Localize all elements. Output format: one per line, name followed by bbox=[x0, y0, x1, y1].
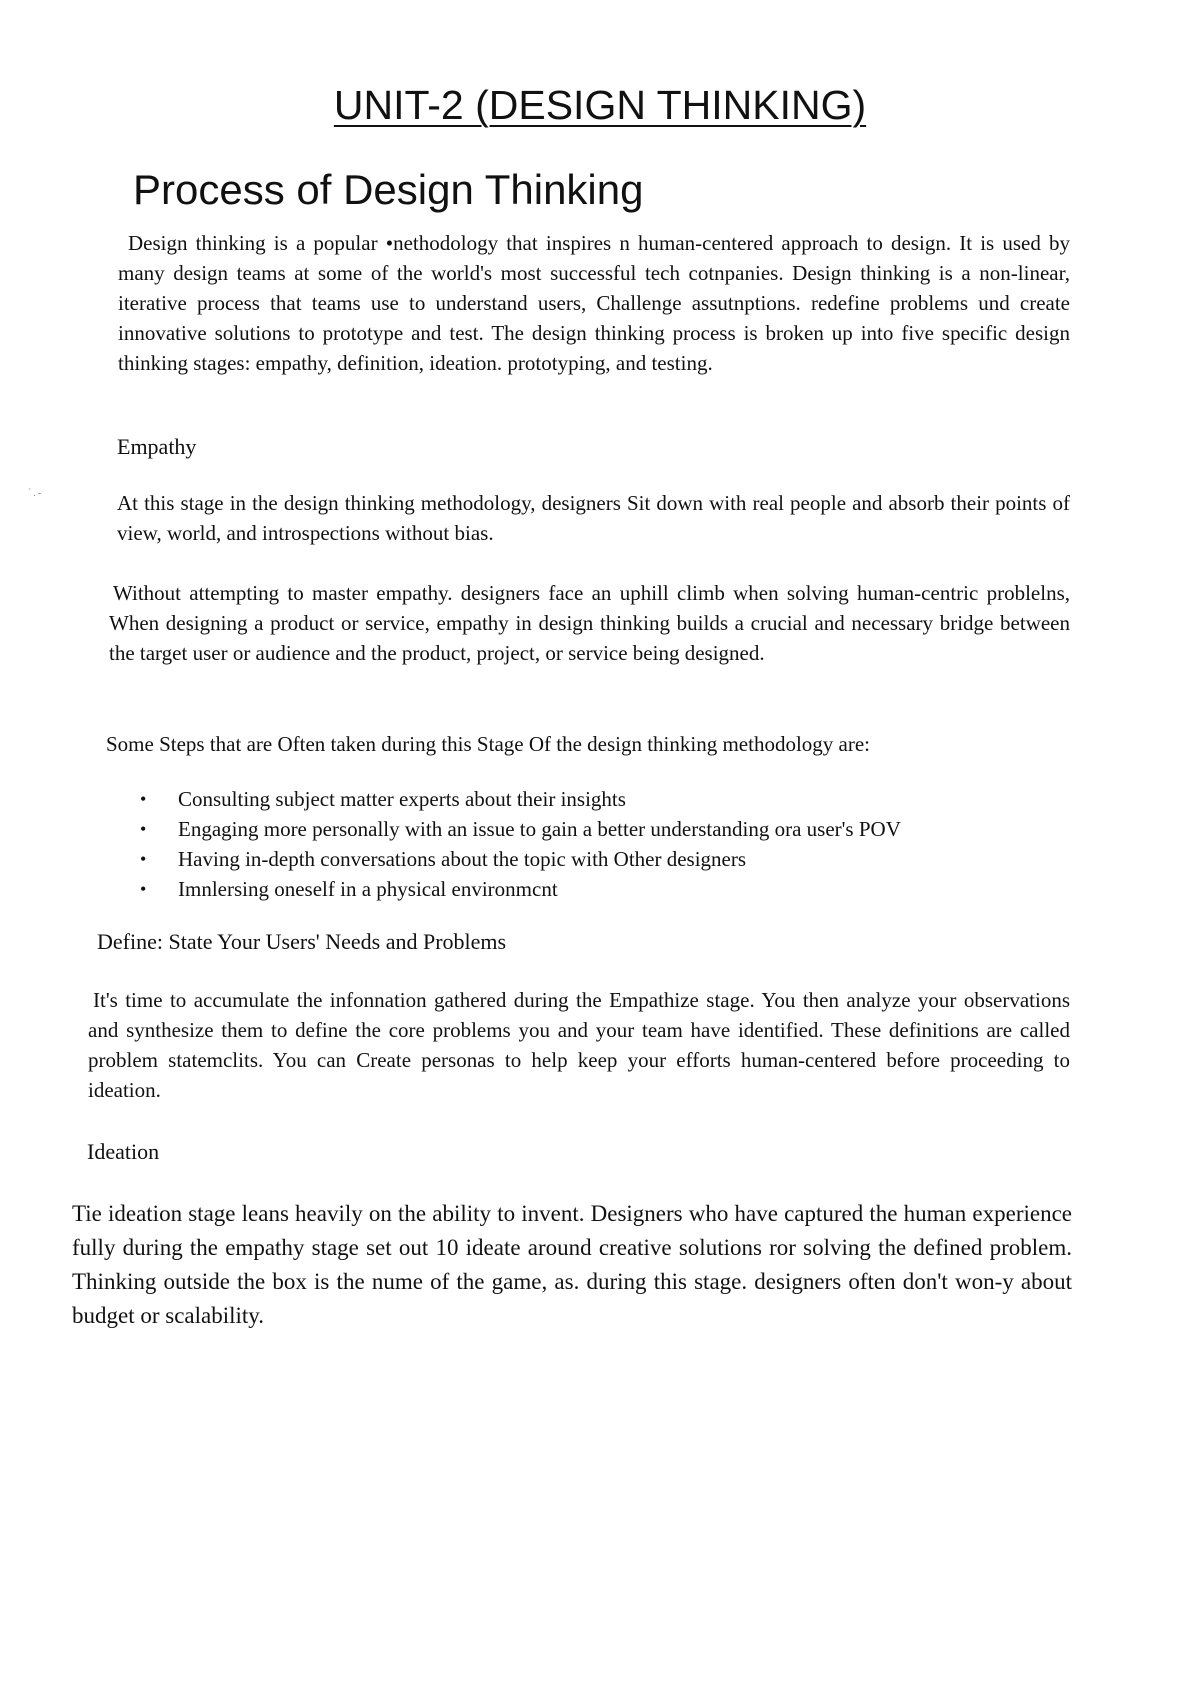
bullet-icon: • bbox=[140, 879, 147, 899]
margin-mark: `.- bbox=[28, 488, 44, 499]
list-item bbox=[130, 874, 1090, 904]
unit-title: UNIT-2 (DESIGN THINKING) bbox=[333, 82, 867, 128]
list-item-text: Having in-depth conversations about the topic with Other designers bbox=[178, 847, 747, 871]
define-paragraph: It's time to accumulate the infonnation gathered during the Empathize stage. You then analyze your observations and synthesize them to define the core problems you and your team have identified. These definitions are called problem statemclits. You can Create personas to help keep your efforts human-centered before proceeding to ideation. bbox=[88, 988, 1070, 1102]
bullet-icon: • bbox=[140, 849, 147, 869]
list-item bbox=[130, 844, 1090, 874]
bullet-icon: • bbox=[140, 819, 147, 839]
empathy-heading: Empathy bbox=[117, 434, 197, 459]
steps-intro: Some Steps that are Often taken during this Stage Of the design thinking methodology are: bbox=[106, 732, 871, 756]
list-item-text: Consulting subject matter experts about their insights bbox=[178, 787, 626, 811]
ideation-paragraph: Tie ideation stage leans heavily on the ability to invent. Designers who have captured the human experience fully during the empathy stage set out 10 ideate around creative solutions ror solving the defined problem. Thinking outside the box is the nume of the game, as. during this stage. designers often don't won-y about budget or scalability. bbox=[72, 1201, 1072, 1328]
steps-list bbox=[130, 784, 1090, 904]
empathy-paragraph-1: At this stage in the design thinking methodology, designers Sit down with real people and absorb their points of view, world, and introspections without bias. bbox=[117, 491, 1070, 545]
ideation-heading: Ideation bbox=[87, 1139, 160, 1164]
list-item bbox=[130, 784, 1090, 814]
bullet-icon: • bbox=[140, 789, 147, 809]
process-title: Process of Design Thinking bbox=[133, 166, 644, 213]
list-item-text: Engaging more personally with an issue to gain a better understanding ora user's POV bbox=[178, 817, 901, 841]
define-heading: Define: State Your Users' Needs and Problems bbox=[97, 929, 507, 954]
list-item-text: Imnlersing oneself in a physical environmcnt bbox=[178, 877, 558, 901]
empathy-paragraph-2: Without attempting to master empathy. designers face an uphill climb when solving human-centric problelns, When designing a product or service, empathy in design thinking builds a crucial and necessary bridge between the target user or audience and the product, project, or service being designed. bbox=[109, 581, 1070, 665]
intro-paragraph: Design thinking is a popular •nethodology that inspires n human-centered approach to design. It is used by many design teams at some of the world's most successful tech cotnpanies. Design thinking is a non-linear, iterative process that teams use to understand users, Challenge assutnptions. redefine problems und create innovative solutions to prototype and test. The design thinking process is broken up into five specific design thinking stages: empathy, definition, ideation. prototyping, and testing. bbox=[118, 231, 1070, 375]
list-item bbox=[130, 814, 1090, 844]
